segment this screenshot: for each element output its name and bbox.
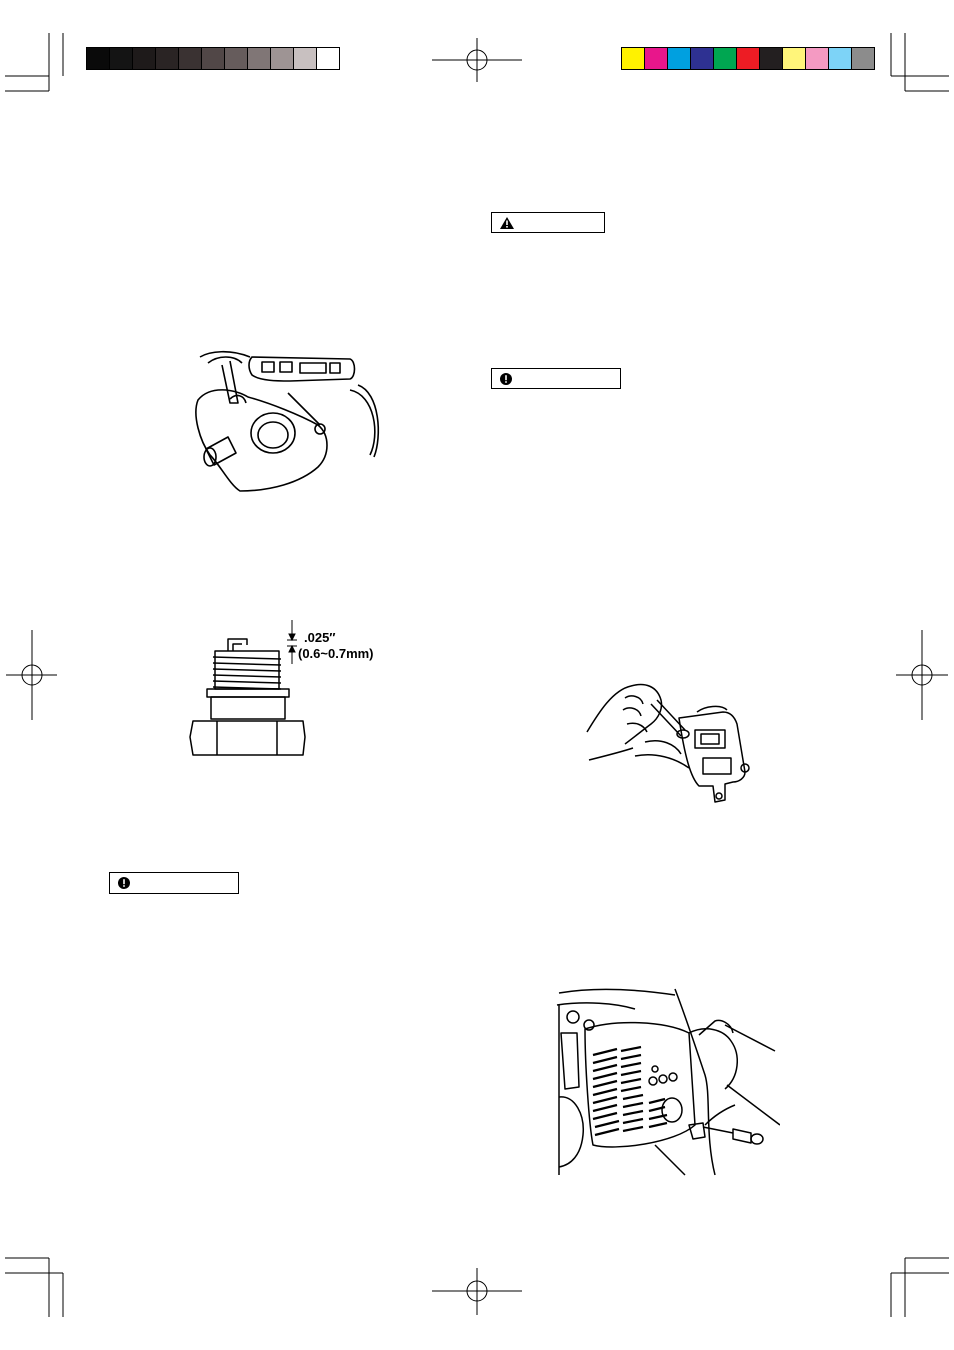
color-swatch (248, 48, 271, 69)
color-swatch (760, 48, 783, 69)
warning-triangle-icon (500, 217, 514, 229)
color-swatch (852, 48, 874, 69)
color-swatch (156, 48, 179, 69)
color-swatch (783, 48, 806, 69)
color-swatch (179, 48, 202, 69)
process-color-bar (621, 47, 875, 70)
exclamation-circle-icon (118, 877, 130, 889)
color-swatch (829, 48, 852, 69)
color-swatch (714, 48, 737, 69)
color-swatch (645, 48, 668, 69)
color-swatch (110, 48, 133, 69)
warning-label-box (491, 212, 605, 233)
color-swatch (691, 48, 714, 69)
color-swatch (225, 48, 248, 69)
spark-plug-removal-illustration (190, 345, 380, 495)
gap-mm-text: (0.6~0.7mm) (298, 646, 374, 661)
muffler-illustration (555, 985, 780, 1181)
grayscale-color-bar (86, 47, 340, 70)
caution-label-box-right (491, 368, 621, 389)
caution-label-box-left (109, 872, 239, 894)
color-swatch (317, 48, 339, 69)
color-swatch (271, 48, 294, 69)
color-swatch (133, 48, 156, 69)
color-swatch (294, 48, 317, 69)
color-swatch (668, 48, 691, 69)
color-swatch (202, 48, 225, 69)
gap-inch-text: .025″ (304, 630, 336, 645)
color-swatch (87, 48, 110, 69)
exclamation-circle-icon (500, 373, 512, 385)
color-swatch (737, 48, 760, 69)
filter-cleaning-illustration (585, 678, 755, 806)
color-swatch (622, 48, 645, 69)
color-swatch (806, 48, 829, 69)
